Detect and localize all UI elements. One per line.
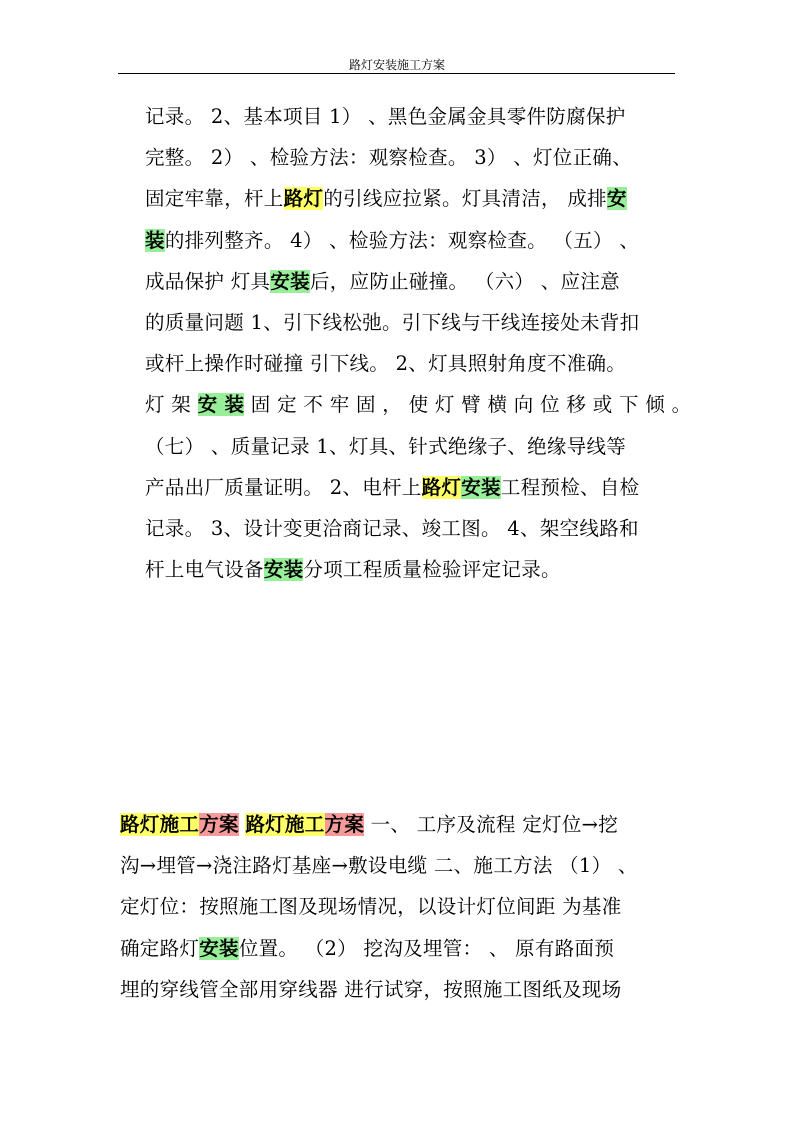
highlighted-term: 路灯施工 bbox=[120, 813, 200, 836]
text-segment: 成品保护 灯具 bbox=[145, 269, 271, 293]
text-line bbox=[145, 186, 627, 212]
text-line bbox=[120, 936, 614, 962]
text-line bbox=[145, 475, 639, 501]
text-line bbox=[145, 310, 639, 336]
text-line bbox=[145, 228, 639, 254]
text-segment: 产品出厂质量证明。 2、电杆上 bbox=[145, 475, 422, 499]
text-segment: 一、 工序及流程 定灯位→挖 bbox=[364, 813, 619, 836]
text-segment: 工程预检、自检 bbox=[500, 475, 640, 499]
text-line bbox=[120, 812, 618, 838]
text-segment: 位置。 （2） 挖沟及埋管： 、 原有路面预 bbox=[238, 936, 615, 960]
highlighted-term: 安装 bbox=[263, 558, 304, 582]
highlighted-term: 安 装 bbox=[197, 393, 245, 417]
text-segment: 灯 架 bbox=[145, 393, 198, 417]
highlighted-term: 安装 bbox=[199, 936, 239, 960]
highlighted-term: 方案 bbox=[199, 813, 239, 836]
highlighted-term: 路灯 bbox=[421, 475, 462, 499]
text-line bbox=[145, 269, 620, 295]
text-segment: 后，应防止碰撞。 （六） 、应注意 bbox=[309, 269, 620, 293]
text-segment: 的质量问题 1、引下线松弛。引下线与干线连接处未背扣 bbox=[145, 311, 640, 334]
highlighted-term: 方案 bbox=[324, 813, 365, 836]
text-line bbox=[120, 977, 622, 1003]
text-line bbox=[145, 104, 626, 130]
text-segment: 分项工程质量检验评定记录。 bbox=[303, 558, 561, 582]
text-segment: 固 定 不 牢 固 ， 使 灯 臂 横 向 位 移 或 下 倾 。 bbox=[244, 393, 692, 417]
text-segment: 杆上电气设备 bbox=[145, 558, 264, 582]
highlighted-term: 安装 bbox=[461, 475, 501, 499]
text-segment: 定灯位：按照施工图及现场情况，以设计灯位间距 为基准 bbox=[120, 895, 622, 919]
text-line bbox=[145, 516, 639, 542]
text-segment: （七） 、质量记录 1、灯具、针式绝缘子、绝缘导线等 bbox=[145, 434, 627, 458]
text-segment: 确定路灯 bbox=[120, 936, 200, 960]
text-line bbox=[120, 853, 638, 879]
text-segment: 埋的穿线管全部用穿线器 进行试穿，按照施工图纸及现场 bbox=[120, 977, 622, 1001]
text-segment: 记录。 3、设计变更洽商记录、竣工图。 4、架空线路和 bbox=[145, 517, 639, 540]
header-divider bbox=[118, 73, 675, 74]
header-title: 路灯安装施工方案 bbox=[348, 58, 445, 72]
text-segment: 的引线应拉紧。灯具清洁， 成排 bbox=[323, 187, 607, 211]
text-segment: 固定牢靠，杆上 bbox=[145, 187, 284, 211]
highlighted-term: 装 bbox=[145, 228, 165, 252]
text-segment: 的排列整齐。 4） 、检验方法：观察检查。 （五） 、 bbox=[164, 228, 640, 252]
highlighted-term: 安装 bbox=[270, 269, 310, 293]
text-line bbox=[145, 557, 561, 583]
text-segment: 或杆上操作时碰撞 引下线。 2、灯具照射角度不准确。 bbox=[145, 352, 627, 376]
text-segment: 沟→埋管→浇注路灯基座→敷设电缆 二、施工方法 （1） 、 bbox=[120, 854, 638, 878]
text-line bbox=[145, 392, 691, 418]
text-segment: 完整。 2） 、检验方法：观察检查。 3） 、灯位正确、 bbox=[145, 146, 633, 170]
highlighted-term: 安 bbox=[606, 187, 627, 211]
text-segment: 记录。 2、基本项目 1） 、黑色金属金具零件防腐保护 bbox=[145, 105, 626, 128]
text-line bbox=[145, 351, 626, 377]
text-line bbox=[120, 894, 622, 920]
highlighted-term: 路灯 bbox=[283, 187, 324, 211]
text-line bbox=[145, 145, 632, 171]
text-line bbox=[145, 434, 626, 460]
highlighted-term: 路灯施工 bbox=[245, 813, 325, 836]
